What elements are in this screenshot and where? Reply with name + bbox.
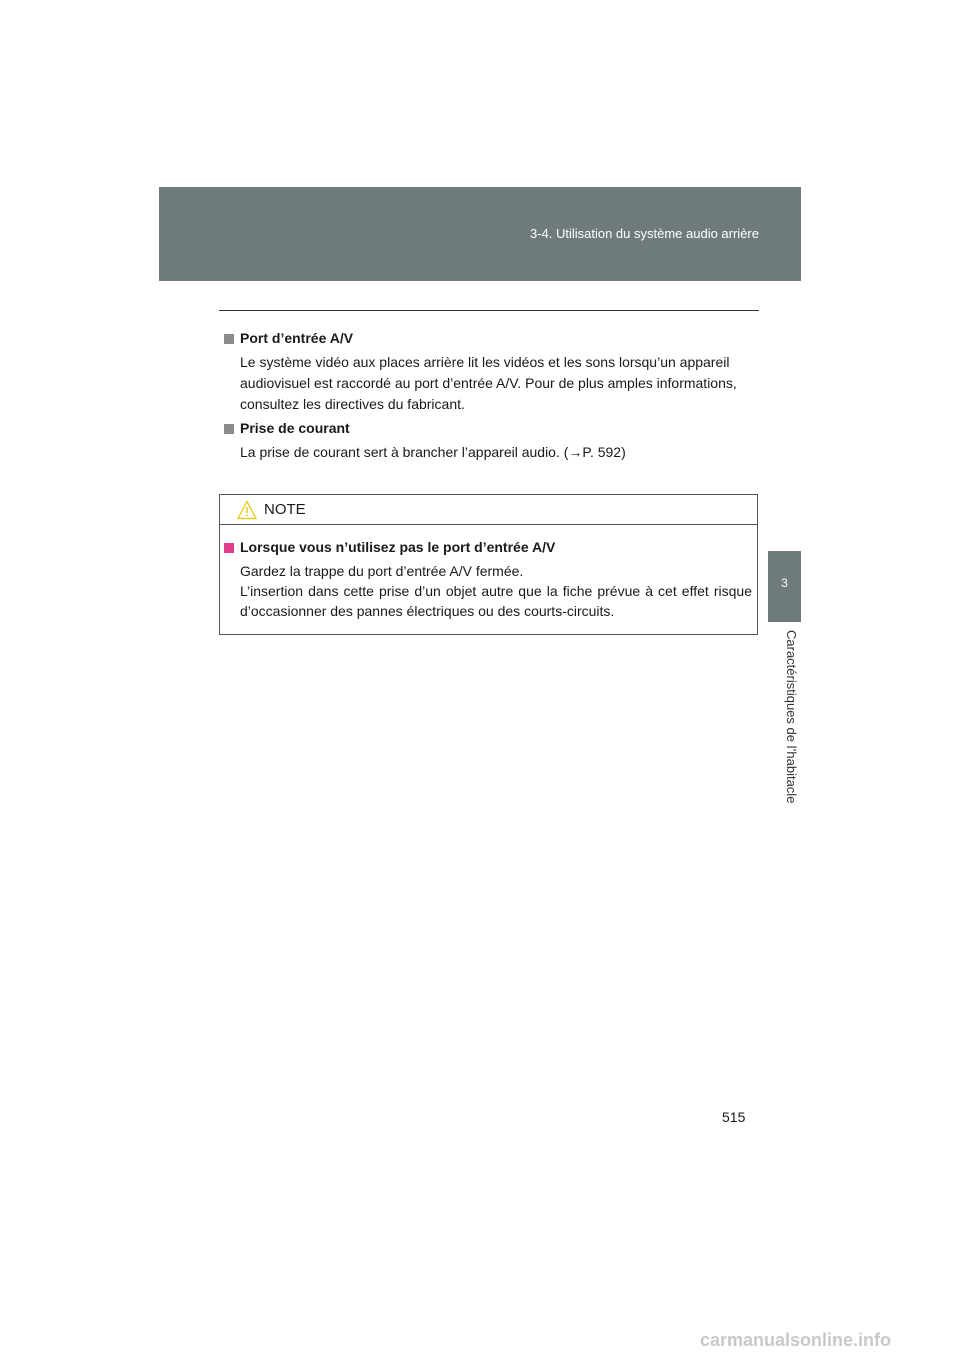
chapter-number: 3 bbox=[781, 576, 788, 590]
section-av-input-port bbox=[224, 328, 756, 415]
note-line: Gardez la trappe du port d’entrée A/V fermée. bbox=[240, 563, 524, 579]
page-number: 515 bbox=[722, 1109, 746, 1125]
section-power-outlet bbox=[224, 418, 756, 463]
square-bullet-icon bbox=[224, 334, 234, 344]
section-heading bbox=[224, 418, 756, 438]
section-heading-text: Prise de courant bbox=[240, 420, 350, 436]
warning-triangle-icon bbox=[237, 500, 257, 520]
note-title: NOTE bbox=[264, 501, 306, 518]
chapter-side-tab bbox=[768, 551, 801, 622]
section-heading bbox=[224, 328, 756, 348]
square-bullet-icon bbox=[224, 424, 234, 434]
note-line: L’insertion dans cette prise d’un objet autre que la fiche prévue à cet effet risque d’occasionner des pannes électriques ou des courts-circuits. bbox=[240, 583, 752, 619]
watermark: carmanualsonline.info bbox=[700, 1330, 892, 1350]
square-bullet-icon bbox=[224, 543, 234, 553]
note-heading bbox=[224, 537, 752, 557]
section-body: Le système vidéo aux places arrière lit les vidéos et les sons lorsqu’un appareil audiovisuel est raccordé au port d’entrée A/V. Pour de plus amples informations, consultez les directives du fabricant. bbox=[240, 354, 737, 412]
chapter-section-title: 3-4. Utilisation du système audio arrière bbox=[529, 226, 759, 241]
chapter-header-band bbox=[159, 187, 801, 281]
note-box bbox=[219, 494, 758, 635]
note-heading-text: Lorsque vous n’utilisez pas le port d’entrée A/V bbox=[240, 539, 556, 555]
section-body: La prise de courant sert à brancher l’appareil audio. (→P. 592) bbox=[240, 444, 626, 460]
section-divider bbox=[219, 310, 759, 311]
note-content bbox=[224, 537, 752, 621]
note-body bbox=[240, 561, 752, 621]
chapter-side-label: Caractéristiques de l’habitacle bbox=[784, 630, 799, 804]
section-heading-text: Port d’entrée A/V bbox=[240, 330, 354, 346]
note-header bbox=[220, 495, 757, 525]
